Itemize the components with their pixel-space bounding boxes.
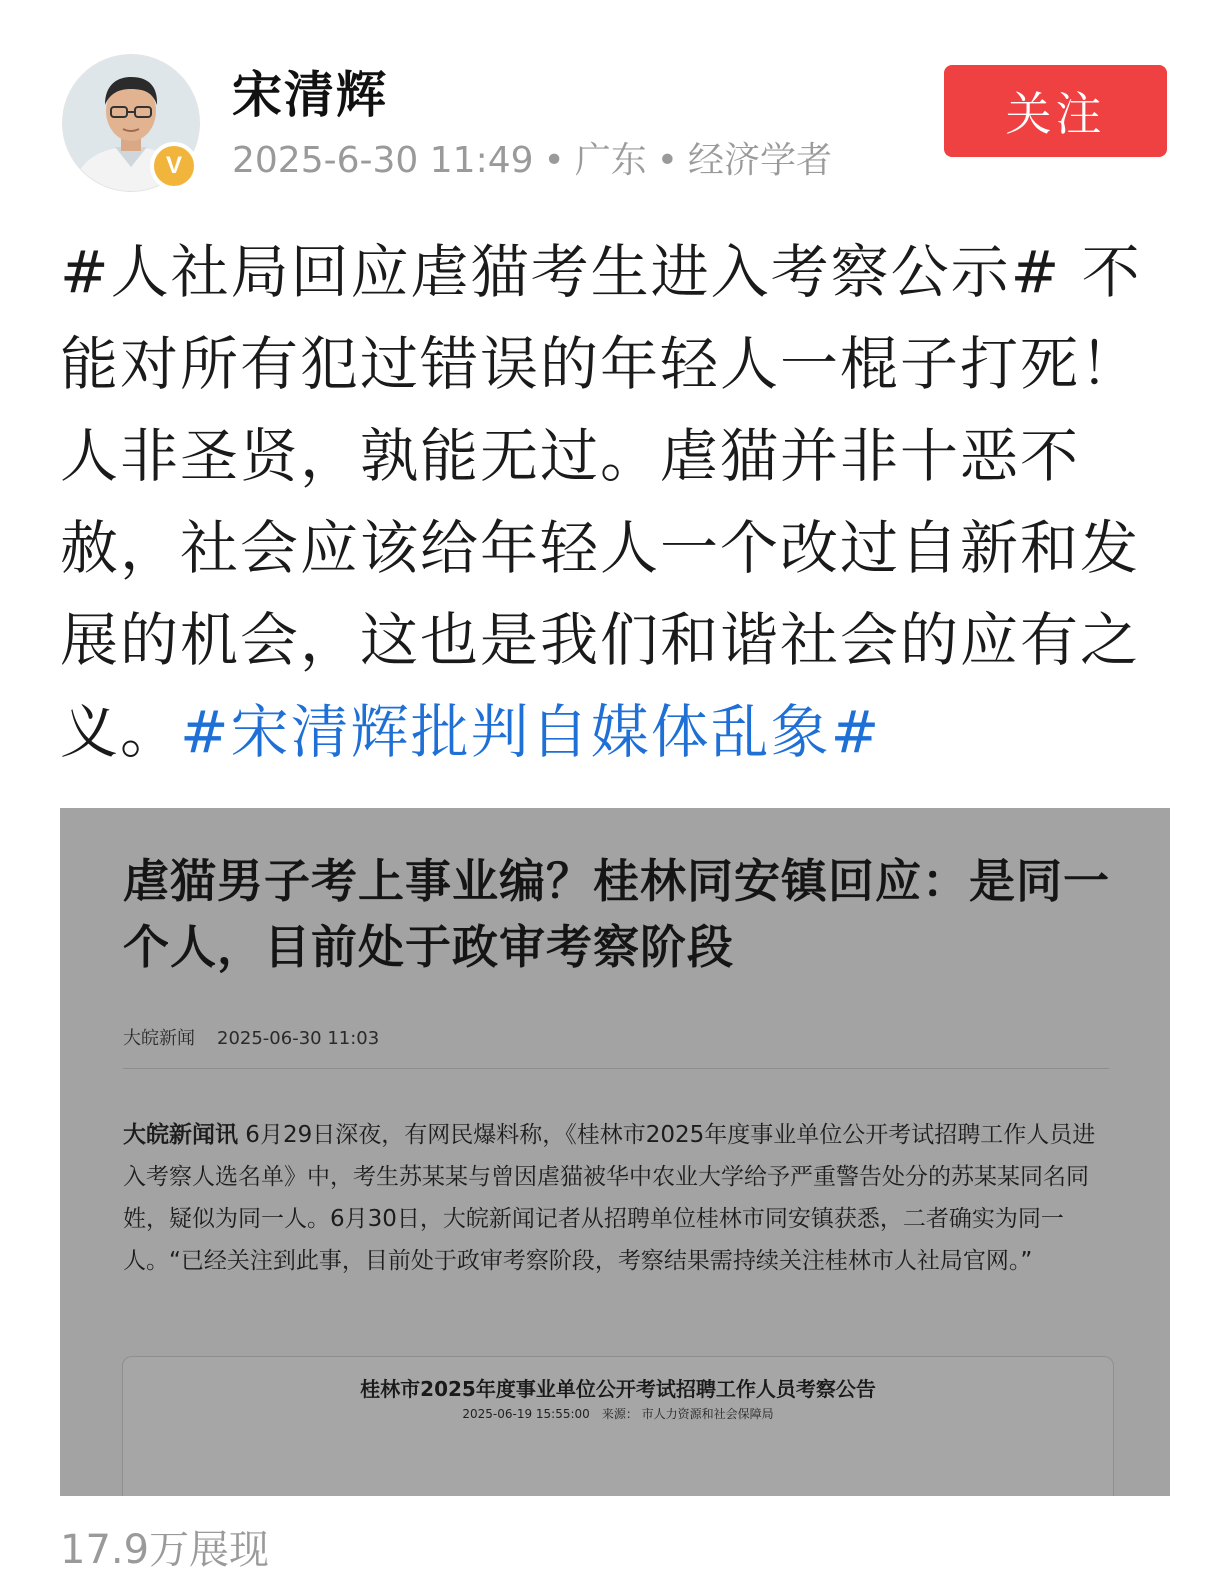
article-meta [123, 1024, 379, 1050]
post-body [60, 226, 1170, 778]
embedded-screenshot[interactable] [60, 808, 1170, 1496]
article-title: 虐猫男子考上事业编？桂林同安镇回应：是同一个人，目前处于政审考察阶段 [123, 854, 1110, 974]
hashtag-link[interactable]: #宋清辉批判自媒体乱象# [180, 698, 882, 766]
article-divider [123, 1068, 1109, 1069]
meta-separator: • [543, 140, 565, 181]
notice-title: 桂林市2025年度事业单位公开考试招聘工作人员考察公告 [360, 1377, 876, 1401]
notice-card [122, 1356, 1114, 1496]
article-body-text: 6月29日深夜，有网民爆料称，《桂林市2025年度事业单位公开考试招聘工作人员进入考察人选名单》中，考生苏某某与曾因虐猫被华中农业大学给予严重警告处分的苏某某同名同姓，疑似为同一人。6月30日，大皖新闻记者从招聘单位桂林市同安镇获悉，二者确实为同一人。“已经关注到此事，目前处于政审考察阶段，考察结果需持续关注桂林市人社局官网。” [123, 1122, 1096, 1274]
notice-meta [123, 1405, 1113, 1422]
follow-button[interactable]: 关注 [944, 65, 1167, 157]
article-date: 2025-06-30 11:03 [217, 1028, 380, 1049]
post-location: 广东 [574, 140, 647, 181]
author-title: 经济学者 [687, 140, 832, 181]
view-count: 17.9万展现 [60, 1527, 270, 1573]
author-name[interactable]: 宋清辉 [232, 66, 388, 124]
post-meta [232, 136, 832, 186]
article-lead: 大皖新闻讯 [123, 1122, 238, 1148]
notice-source: 来源： 市人力资源和社会保障局 [601, 1407, 774, 1421]
verified-badge-icon: V [150, 142, 198, 190]
post-header [0, 0, 1228, 200]
notice-date: 2025-06-19 15:55:00 [462, 1407, 590, 1421]
post-timestamp: 2025-6-30 11:49 [232, 140, 534, 181]
article-body [123, 1114, 1113, 1282]
meta-separator: • [656, 140, 678, 181]
post-text: #人社局回应虐猫考生进入考察公示# 不能对所有犯过错误的年轻人一棍子打死！人非圣贤，孰能无过。虐猫并非十恶不赦，社会应该给年轻人一个改过自新和发展的机会，这也是我们和谐社会的应有之义。 [60, 238, 1142, 766]
article-source: 大皖新闻 [123, 1028, 195, 1049]
